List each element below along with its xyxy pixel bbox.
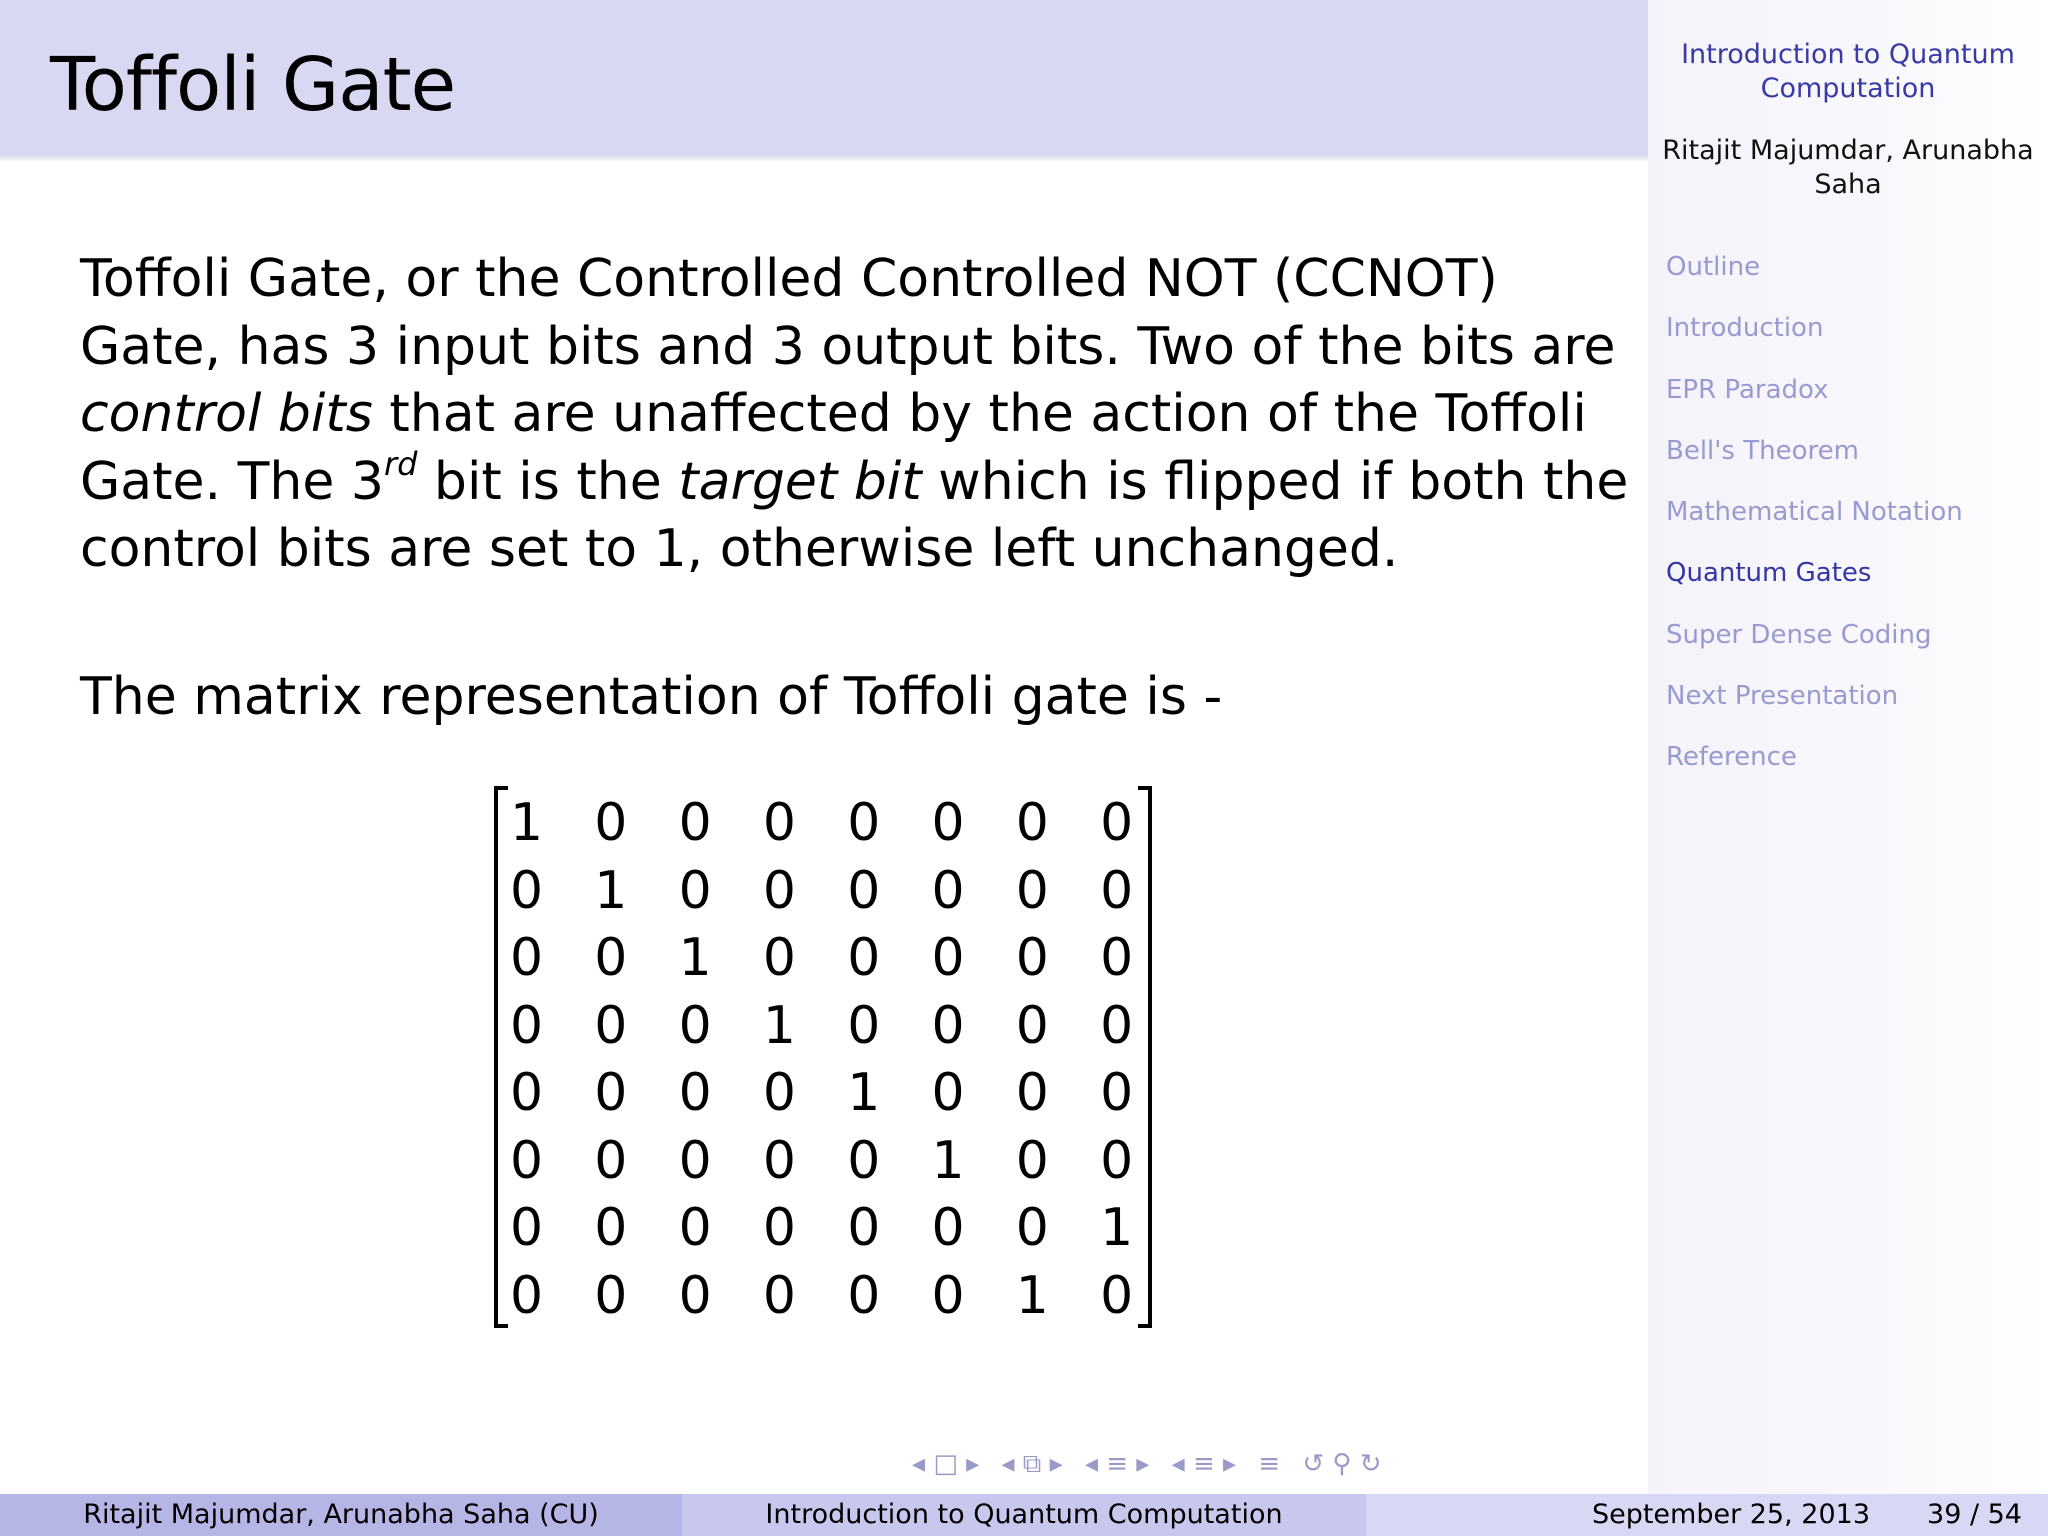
matrix-cell: 1 — [762, 995, 796, 1056]
paragraph-line-1: Toffoli Gate, or the Controlled Controlled NOT (CCNOT) — [80, 249, 1498, 309]
matrix-cell: 0 — [847, 860, 881, 921]
matrix-cell: 0 — [1015, 1063, 1049, 1123]
sidebar-item-epr-paradox[interactable]: EPR Paradox — [1666, 374, 1829, 405]
matrix-cell: 0 — [762, 1198, 796, 1258]
target-bit-term: target bit — [678, 451, 922, 512]
matrix-cell: 0 — [1100, 1265, 1134, 1326]
sidebar-title-line-1: Introduction to Quantum — [1681, 39, 2015, 70]
matrix-cell: 1 — [594, 860, 628, 921]
matrix-cell: 1 — [678, 928, 712, 988]
matrix-cell: 0 — [847, 793, 881, 853]
matrix-cell: 0 — [594, 793, 628, 853]
matrix-cell: 0 — [931, 995, 965, 1056]
matrix-cell: 1 — [1100, 1198, 1134, 1258]
nav-subsection-icon[interactable]: ◂ ≡ ▸ — [1171, 1449, 1237, 1479]
sidebar-nav — [1666, 250, 1963, 802]
matrix-cell: 0 — [762, 1265, 796, 1326]
ordinal-superscript: rd — [383, 444, 418, 483]
matrix-cell: 0 — [594, 1063, 628, 1123]
matrix-cell: 0 — [1015, 1130, 1049, 1191]
matrix-cell: 0 — [1015, 995, 1049, 1056]
footer-page-number: 39 / 54 — [1927, 1499, 2022, 1530]
sidebar-item-bells-theorem[interactable]: Bell's Theorem — [1666, 435, 1859, 466]
nav-subsection-prev-next-icon[interactable]: ◂ ⧉ ▸ — [1001, 1449, 1063, 1479]
matrix-cell: 0 — [762, 860, 796, 921]
matrix-cell: 0 — [1015, 793, 1049, 853]
paragraph-line-4-b: bit is the — [417, 451, 679, 512]
title-bar — [0, 0, 1648, 156]
paragraph-line-3 — [80, 381, 1587, 449]
matrix-cell: 0 — [1100, 793, 1134, 853]
control-bits-term: control bits — [80, 384, 373, 444]
matrix-left-bracket — [494, 786, 508, 1328]
matrix-cell: 0 — [594, 1265, 628, 1326]
matrix-cell: 0 — [510, 1265, 544, 1326]
matrix-cell: 0 — [1015, 928, 1049, 988]
slide-body — [80, 246, 1629, 584]
paragraph-line-4-a: Gate. The 3 — [80, 451, 384, 512]
matrix-cell: 0 — [510, 860, 544, 921]
footer-authors: Ritajit Majumdar, Arunabha Saha (CU) — [0, 1494, 682, 1536]
nav-back-search-forward-icon[interactable]: ↺ ⚲ ↻ — [1302, 1449, 1382, 1479]
title-shadow — [0, 156, 1648, 162]
matrix-cell: 0 — [678, 1198, 712, 1258]
nav-section-prev-next-icon[interactable]: ◂ ≡ ▸ — [1084, 1449, 1150, 1479]
matrix-cell: 1 — [931, 1130, 965, 1191]
matrix-cell: 0 — [510, 1198, 544, 1258]
sidebar-item-introduction[interactable]: Introduction — [1666, 313, 1824, 344]
matrix-cell: 0 — [847, 1265, 881, 1326]
matrix-cell: 0 — [931, 928, 965, 988]
matrix-cell: 0 — [762, 1063, 796, 1123]
matrix-cell: 0 — [594, 1198, 628, 1258]
paragraph-line-3-rest: that are unaffected by the action of the Toffoli — [372, 384, 1587, 444]
matrix-intro-text: The matrix representation of Toffoli gate is - — [80, 667, 1223, 727]
matrix-cell: 0 — [1100, 860, 1134, 921]
matrix-cell: 0 — [678, 995, 712, 1056]
matrix-cell: 0 — [594, 995, 628, 1056]
sidebar-item-next-presentation[interactable]: Next Presentation — [1666, 681, 1899, 712]
matrix-cell: 0 — [847, 995, 881, 1056]
footer-date: September 25, 2013 — [1591, 1499, 1870, 1530]
toffoli-matrix — [494, 786, 1152, 1328]
matrix-cell: 0 — [762, 1130, 796, 1191]
matrix-cell: 1 — [1015, 1265, 1049, 1326]
matrix-cell: 1 — [510, 793, 544, 853]
matrix-cell: 0 — [1100, 1063, 1134, 1123]
nav-toc-icon[interactable]: ≡ — [1258, 1449, 1281, 1479]
paragraph-line-2: Gate, has 3 input bits and 3 output bits. Two of the bits are — [80, 316, 1616, 377]
sidebar-item-outline[interactable]: Outline — [1666, 252, 1761, 282]
matrix-cell: 0 — [678, 793, 712, 853]
matrix-cell: 0 — [678, 1130, 712, 1191]
matrix-cell: 1 — [847, 1063, 881, 1123]
matrix-cell: 0 — [762, 928, 796, 988]
matrix-cell: 0 — [678, 1063, 712, 1123]
matrix-cell: 0 — [931, 860, 965, 921]
matrix-cell: 0 — [931, 1265, 965, 1326]
sidebar-author — [1648, 134, 2048, 202]
matrix-cell: 0 — [931, 1198, 965, 1258]
matrix-cell: 0 — [762, 793, 796, 853]
sidebar-item-reference[interactable]: Reference — [1666, 742, 1797, 773]
sidebar — [1648, 0, 2048, 1494]
matrix-cell: 0 — [510, 1130, 544, 1191]
matrix-cell: 0 — [847, 1130, 881, 1191]
matrix-cell: 0 — [847, 928, 881, 988]
beamer-navigation-controls — [912, 1448, 1396, 1480]
matrix-cells — [510, 790, 1184, 1330]
matrix-cell: 0 — [510, 1063, 544, 1123]
sidebar-author-line-1: Ritajit Majumdar, Arunabha — [1662, 135, 2034, 166]
sidebar-item-quantum-gates[interactable]: Quantum Gates — [1666, 558, 1872, 589]
paragraph-line-4 — [80, 444, 1629, 517]
matrix-cell: 0 — [678, 1265, 712, 1326]
footer — [0, 1494, 2048, 1536]
matrix-cell: 0 — [847, 1198, 881, 1258]
paragraph-line-5: control bits are set to 1, otherwise left unchanged. — [80, 519, 1399, 579]
footer-right — [1366, 1494, 2048, 1536]
matrix-cell: 0 — [1100, 995, 1134, 1056]
sidebar-item-super-dense-coding[interactable]: Super Dense Coding — [1666, 619, 1932, 650]
sidebar-author-line-2: Saha — [1814, 169, 1882, 200]
matrix-cell: 0 — [594, 928, 628, 988]
sidebar-item-mathematical-notation[interactable]: Mathematical Notation — [1666, 497, 1963, 528]
footer-title: Introduction to Quantum Computation — [682, 1494, 1366, 1536]
matrix-cell: 0 — [1015, 860, 1049, 921]
nav-frame-prev-next-icon[interactable]: ◂ □ ▸ — [912, 1449, 980, 1479]
matrix-cell: 0 — [594, 1130, 628, 1191]
matrix-cell: 0 — [678, 860, 712, 921]
paragraph-line-4-c: which is flipped if both the — [921, 451, 1629, 512]
matrix-cell: 0 — [510, 928, 544, 988]
matrix-cell: 0 — [931, 1063, 965, 1123]
matrix-cell: 0 — [510, 995, 544, 1056]
sidebar-title-line-2: Computation — [1760, 73, 1936, 104]
matrix-cell: 0 — [1015, 1198, 1049, 1258]
matrix-cell: 0 — [931, 793, 965, 853]
matrix-cell: 0 — [1100, 928, 1134, 988]
slide-title: Toffoli Gate — [50, 42, 456, 128]
sidebar-presentation-title[interactable] — [1648, 38, 2048, 106]
matrix-cell: 0 — [1100, 1130, 1134, 1191]
